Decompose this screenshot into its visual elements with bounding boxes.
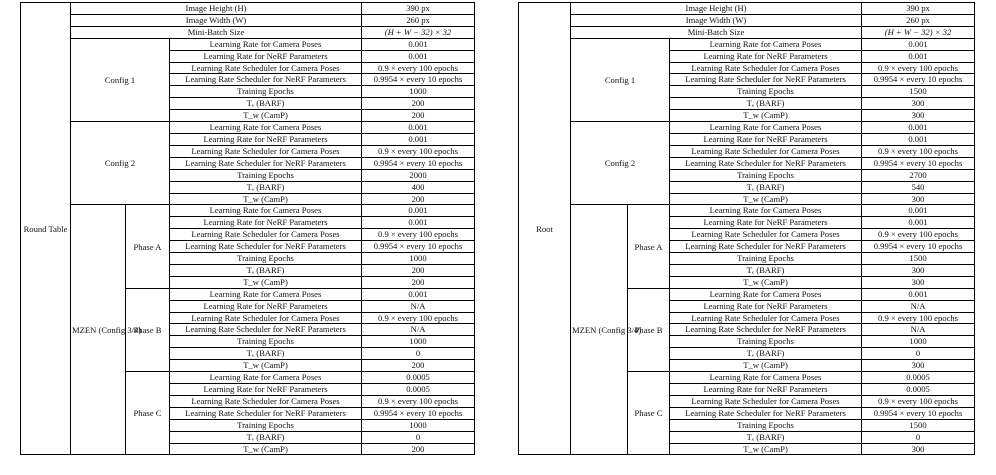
param-value: N/A [362, 300, 475, 312]
param-label: Training Epochs [170, 419, 362, 431]
param-value: 300 [862, 193, 975, 205]
param-label: Tₑ (BARF) [170, 264, 362, 276]
param-value: 200 [362, 443, 475, 455]
dataset-label: Round Table [23, 223, 68, 234]
param-label: T_w (CamP) [670, 276, 862, 288]
param-value: 0.001 [362, 122, 475, 134]
table-row [21, 205, 475, 217]
config-label: Config 2 [571, 122, 670, 205]
table-row [519, 14, 975, 26]
param-label: Learning Rate for NeRF Parameters [670, 133, 862, 145]
param-value: 400 [362, 181, 475, 193]
param-value: 0.001 [862, 122, 975, 134]
phase-label: Phase B [126, 288, 170, 371]
param-value: 200 [362, 264, 475, 276]
param-label: Learning Rate Scheduler for Camera Poses [170, 395, 362, 407]
param-label: T_w (CamP) [170, 276, 362, 288]
param-label: Learning Rate Scheduler for Camera Poses [170, 62, 362, 74]
param-value: 0.9 × every 100 epochs [362, 62, 475, 74]
param-label: Learning Rate for NeRF Parameters [170, 300, 362, 312]
param-value: 0 [362, 431, 475, 443]
param-value: 0.9 × every 100 epochs [862, 229, 975, 241]
param-value: 0.9 × every 100 epochs [862, 145, 975, 157]
param-value: 0.001 [862, 50, 975, 62]
param-label: Learning Rate Scheduler for Camera Poses [670, 229, 862, 241]
param-label: Learning Rate Scheduler for Camera Poses [170, 312, 362, 324]
param-label: Learning Rate for NeRF Parameters [170, 133, 362, 145]
param-label: Learning Rate for NeRF Parameters [670, 217, 862, 229]
config3-label-cell [71, 205, 142, 455]
param-value: 0.9954 × every 10 epochs [862, 74, 975, 86]
config-label: Config 1 [571, 38, 670, 121]
param-value: 0.9954 × every 10 epochs [862, 157, 975, 169]
param-value: 260 px [362, 14, 475, 26]
dataset-label-cell [519, 3, 571, 455]
param-value: 0.9 × every 100 epochs [362, 312, 475, 324]
param-label: T_w (CamP) [170, 193, 362, 205]
param-label: Training Epochs [170, 336, 362, 348]
param-label: Tₑ (BARF) [670, 264, 862, 276]
table-row [519, 26, 975, 38]
param-value: 0.001 [362, 38, 475, 50]
param-value: 1000 [362, 86, 475, 98]
param-label: Learning Rate Scheduler for NeRF Parameters [170, 157, 362, 169]
param-label: Tₑ (BARF) [670, 98, 862, 110]
config3-label: MZEN (Config 3/4) [72, 324, 142, 335]
param-value: 1000 [862, 336, 975, 348]
param-value: 0.9 × every 100 epochs [862, 395, 975, 407]
param-value: 0.9954 × every 10 epochs [862, 407, 975, 419]
param-value: 0 [862, 431, 975, 443]
param-value: 300 [862, 98, 975, 110]
phase-label: Phase A [628, 205, 670, 288]
config3-label-cell [571, 205, 642, 455]
param-label: Tₑ (BARF) [170, 98, 362, 110]
param-value: 0.9 × every 100 epochs [362, 229, 475, 241]
table-row [21, 38, 475, 50]
param-value: 200 [362, 98, 475, 110]
table-row [21, 14, 475, 26]
param-value: 300 [862, 264, 975, 276]
param-value: 300 [862, 110, 975, 122]
param-label: Learning Rate for NeRF Parameters [170, 217, 362, 229]
dataset-label: Root [536, 223, 553, 234]
param-label: Training Epochs [670, 169, 862, 181]
param-value: 0.001 [862, 288, 975, 300]
param-label: Training Epochs [670, 336, 862, 348]
param-label: T_w (CamP) [670, 443, 862, 455]
param-label: Learning Rate Scheduler for Camera Poses [670, 312, 862, 324]
param-value: 200 [362, 193, 475, 205]
param-value: 0.001 [362, 133, 475, 145]
table-row [519, 38, 975, 50]
param-label: T_w (CamP) [170, 443, 362, 455]
param-label: Learning Rate Scheduler for Camera Poses [170, 145, 362, 157]
param-label: Learning Rate for NeRF Parameters [170, 384, 362, 396]
param-label: Learning Rate Scheduler for NeRF Parameters [170, 241, 362, 253]
param-value: 0.9954 × every 10 epochs [862, 241, 975, 253]
param-label: Learning Rate for Camera Poses [170, 205, 362, 217]
phase-label: Phase C [628, 372, 670, 455]
param-value: (H + W − 32) × 32 [862, 26, 975, 38]
param-label: Learning Rate Scheduler for NeRF Parameters [670, 74, 862, 86]
param-value: 0.001 [362, 288, 475, 300]
param-value: 0.001 [362, 205, 475, 217]
param-label: Training Epochs [170, 253, 362, 265]
param-label: Tₑ (BARF) [670, 348, 862, 360]
param-value: 0.9 × every 100 epochs [862, 312, 975, 324]
param-label: T_w (CamP) [670, 193, 862, 205]
param-value: 300 [862, 276, 975, 288]
table-row [519, 3, 975, 15]
param-value: 0.0005 [362, 372, 475, 384]
param-label: Learning Rate for Camera Poses [170, 372, 362, 384]
config-label: Config 1 [71, 38, 170, 121]
param-value: 0.9954 × every 10 epochs [362, 407, 475, 419]
param-value: 200 [362, 360, 475, 372]
param-value: 0.9 × every 100 epochs [862, 62, 975, 74]
param-label: Learning Rate for NeRF Parameters [670, 384, 862, 396]
phase-label: Phase C [126, 372, 170, 455]
param-value: 0.001 [862, 38, 975, 50]
param-value: 0.9954 × every 10 epochs [362, 74, 475, 86]
param-label: T_w (CamP) [670, 110, 862, 122]
param-label: Learning Rate for Camera Poses [670, 122, 862, 134]
param-value: 0.0005 [362, 384, 475, 396]
param-label: Tₑ (BARF) [170, 431, 362, 443]
param-label: Image Height (H) [571, 3, 862, 15]
hyperparameter-table-root [518, 2, 975, 455]
param-label: Learning Rate for NeRF Parameters [670, 50, 862, 62]
param-value: 200 [362, 110, 475, 122]
param-label: Learning Rate for Camera Poses [670, 372, 862, 384]
param-label: Learning Rate Scheduler for NeRF Parameters [670, 157, 862, 169]
param-label: Learning Rate Scheduler for NeRF Parameters [670, 324, 862, 336]
param-value: 0.001 [862, 205, 975, 217]
param-label: Mini-Batch Size [571, 26, 862, 38]
param-label: Learning Rate Scheduler for Camera Poses [670, 395, 862, 407]
param-value: 1000 [362, 419, 475, 431]
param-value: 0.001 [362, 50, 475, 62]
param-value: 0.001 [862, 133, 975, 145]
param-value: 0.0005 [862, 384, 975, 396]
param-label: Training Epochs [670, 253, 862, 265]
param-value: 0.9 × every 100 epochs [362, 145, 475, 157]
param-label: Learning Rate Scheduler for Camera Poses [170, 229, 362, 241]
hyperparameter-table-round-table [20, 2, 475, 455]
param-value: 200 [362, 276, 475, 288]
param-value: 1500 [862, 419, 975, 431]
param-value: 1000 [362, 253, 475, 265]
table-row [519, 205, 975, 217]
param-value: 0 [862, 348, 975, 360]
param-value: (H + W − 32) × 32 [362, 26, 475, 38]
param-label: Learning Rate Scheduler for NeRF Parameters [170, 324, 362, 336]
param-label: Training Epochs [170, 169, 362, 181]
param-label: Learning Rate Scheduler for Camera Poses [670, 145, 862, 157]
param-label: Tₑ (BARF) [170, 348, 362, 360]
param-label: Training Epochs [670, 86, 862, 98]
param-value: 1500 [862, 253, 975, 265]
param-label: Image Width (W) [571, 14, 862, 26]
param-value: 1000 [362, 336, 475, 348]
param-value: 2700 [862, 169, 975, 181]
param-label: Learning Rate for Camera Poses [170, 288, 362, 300]
param-label: Learning Rate for Camera Poses [670, 38, 862, 50]
param-label: Image Width (W) [71, 14, 362, 26]
param-label: Learning Rate for NeRF Parameters [170, 50, 362, 62]
param-label: Tₑ (BARF) [670, 431, 862, 443]
param-value: 0.001 [362, 217, 475, 229]
param-value: 0 [362, 348, 475, 360]
param-label: Learning Rate Scheduler for NeRF Parameters [670, 407, 862, 419]
param-value: 1500 [862, 86, 975, 98]
param-value: 0.001 [862, 217, 975, 229]
param-label: Learning Rate Scheduler for Camera Poses [670, 62, 862, 74]
param-label: T_w (CamP) [670, 360, 862, 372]
param-label: Image Height (H) [71, 3, 362, 15]
phase-label: Phase A [126, 205, 170, 288]
param-label: Training Epochs [670, 419, 862, 431]
table-row [21, 122, 475, 134]
table-row [21, 26, 475, 38]
param-label: Learning Rate Scheduler for NeRF Parameters [670, 241, 862, 253]
param-label: Learning Rate for NeRF Parameters [670, 300, 862, 312]
param-label: Learning Rate for Camera Poses [670, 288, 862, 300]
param-label: Learning Rate Scheduler for NeRF Parameters [170, 74, 362, 86]
dataset-label-cell [21, 3, 71, 455]
param-value: 0.9954 × every 10 epochs [362, 157, 475, 169]
param-label: Learning Rate for Camera Poses [170, 38, 362, 50]
param-label: Learning Rate Scheduler for NeRF Parameters [170, 407, 362, 419]
table-row [21, 3, 475, 15]
param-label: Learning Rate for Camera Poses [170, 122, 362, 134]
param-value: N/A [862, 300, 975, 312]
config-label: Config 2 [71, 122, 170, 205]
param-value: 260 px [862, 14, 975, 26]
param-value: 300 [862, 443, 975, 455]
param-value: 390 px [862, 3, 975, 15]
param-value: 540 [862, 181, 975, 193]
config3-label: MZEN (Config 3/4) [572, 324, 642, 335]
param-label: Tₑ (BARF) [670, 181, 862, 193]
param-value: 0.0005 [862, 372, 975, 384]
param-value: 2000 [362, 169, 475, 181]
param-value: N/A [362, 324, 475, 336]
param-label: Learning Rate for Camera Poses [670, 205, 862, 217]
param-label: Tₑ (BARF) [170, 181, 362, 193]
param-value: 0.9 × every 100 epochs [362, 395, 475, 407]
param-label: Mini-Batch Size [71, 26, 362, 38]
param-value: 390 px [362, 3, 475, 15]
param-label: Training Epochs [170, 86, 362, 98]
phase-label: Phase B [628, 288, 670, 371]
param-label: T_w (CamP) [170, 110, 362, 122]
param-value: N/A [862, 324, 975, 336]
param-value: 0.9954 × every 10 epochs [362, 241, 475, 253]
param-label: T_w (CamP) [170, 360, 362, 372]
param-value: 300 [862, 360, 975, 372]
table-row [519, 122, 975, 134]
